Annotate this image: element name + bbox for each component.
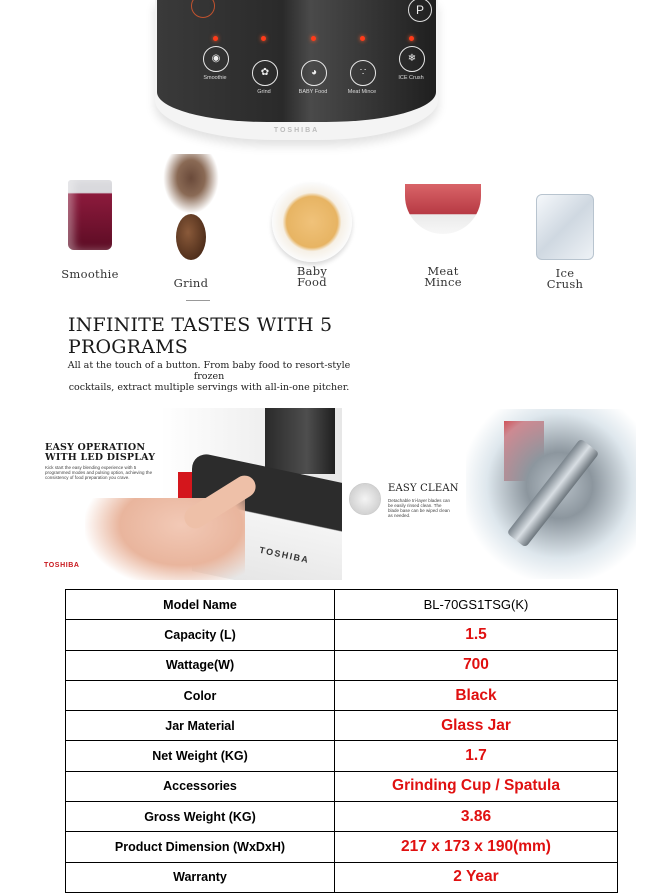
table-row: [66, 620, 618, 650]
spec-value: 217 x 173 x 190(mm): [335, 832, 618, 862]
spec-value: 1.5: [335, 620, 618, 650]
power-button: [191, 0, 215, 18]
control-label: Smoothie: [203, 75, 227, 81]
table-row: [66, 862, 618, 892]
program-ice-crush: [520, 150, 610, 290]
spec-label: Capacity (L): [66, 620, 335, 650]
program-label-line2: Food: [297, 275, 327, 289]
led-indicator: [261, 36, 266, 41]
headline-subtext: [54, 360, 364, 393]
led-indicator: [409, 36, 414, 41]
program-strip: [55, 150, 615, 300]
spec-label: Accessories: [66, 771, 335, 801]
program-label: Smoothie: [61, 267, 119, 281]
program-label-line1: Baby: [296, 264, 328, 278]
spec-value: Glass Jar: [335, 711, 618, 741]
spec-label: Color: [66, 680, 335, 710]
blender-control-panel-image: [155, 0, 438, 140]
divider: [186, 300, 210, 301]
control-label: Grind: [257, 89, 271, 95]
program-label-line1: Meat: [427, 264, 459, 278]
meat-mince-icon: ∵: [350, 60, 376, 86]
page-headline: [68, 314, 388, 358]
program-smoothie: [45, 150, 135, 280]
baby-food-bowl-image: [272, 182, 352, 262]
ice-cube-image: [536, 194, 594, 260]
grind-icon: ✿: [252, 60, 278, 86]
blade-cup-image: [349, 483, 381, 515]
led-indicator: [360, 36, 365, 41]
table-row: [66, 741, 618, 771]
table-row: [66, 711, 618, 741]
easy-clean-feature-image: [346, 403, 638, 583]
headline-line1: INFINITE TASTES WITH 5: [68, 314, 333, 336]
led-indicator: [213, 36, 218, 41]
headline-line2: PROGRAMS: [68, 336, 188, 358]
spec-value: 1.7: [335, 741, 618, 771]
appliance-brand: TOSHIBA: [258, 544, 311, 566]
led-indicator: [311, 36, 316, 41]
brand-logo: TOSHIBA: [44, 562, 80, 569]
subtext-line1: All at the touch of a button. From baby food to resort-style frozen: [67, 360, 351, 382]
minced-meat-bowl-image: [405, 184, 481, 234]
program-baby-food: [267, 150, 357, 288]
program-grind: [146, 150, 236, 289]
table-row: [66, 680, 618, 710]
program-meat-mince: [398, 150, 488, 288]
control-label: ICE Crush: [398, 75, 424, 81]
easy-operation-feature-image: [40, 408, 342, 580]
spec-value: 2 Year: [335, 862, 618, 892]
blender-jar: [265, 408, 335, 474]
program-label-line2: Mince: [424, 275, 462, 289]
spec-label: Gross Weight (KG): [66, 802, 335, 832]
feature-description: Kick start the easy blending experience with 5 programmed modes and pulsing option, achieving the consistency of food preparation you crave.: [45, 465, 153, 480]
table-row: [66, 650, 618, 680]
program-label: Grind: [173, 276, 209, 290]
program-label-line1: Ice: [555, 266, 575, 280]
spec-value: Black: [335, 680, 618, 710]
feature-title: [45, 443, 155, 463]
spec-value: 700: [335, 650, 618, 680]
coffee-powder-image: [163, 154, 219, 214]
feature-description: Detachable tri-layer blades can be easily rinsed clean. The blade base can be wiped clean as needed.: [388, 498, 451, 518]
pulse-button: P: [408, 0, 432, 22]
ice-crush-icon: ❄: [399, 46, 425, 72]
spec-value: BL-70GS1TSG(K): [335, 590, 618, 620]
smoothie-icon: ◉: [203, 46, 229, 72]
spec-label: Warranty: [66, 862, 335, 892]
feature-title-line1: EASY OPERATION: [45, 442, 146, 453]
spec-label: Product Dimension (WxDxH): [66, 832, 335, 862]
spec-value: 3.86: [335, 802, 618, 832]
table-row: [66, 802, 618, 832]
spec-label: Model Name: [66, 590, 335, 620]
baby-food-icon: ◕: [301, 60, 327, 86]
appliance-brand: TOSHIBA: [273, 127, 320, 134]
table-row: [66, 590, 618, 620]
control-panel: [157, 0, 436, 122]
control-label: Meat Mince: [347, 89, 377, 95]
subtext-line2: cocktails, extract multiple servings with all-in-one pitcher.: [68, 382, 350, 393]
table-row: [66, 771, 618, 801]
spec-label: Wattage(W): [66, 650, 335, 680]
coffee-bean-image: [176, 214, 206, 260]
program-label-line2: Crush: [546, 277, 584, 291]
smoothie-glass-image: [68, 180, 112, 250]
spec-value: Grinding Cup / Spatula: [335, 771, 618, 801]
table-row: [66, 832, 618, 862]
spec-label: Net Weight (KG): [66, 741, 335, 771]
spec-label: Jar Material: [66, 711, 335, 741]
feature-title-line2: WITH LED DISPLAY: [45, 452, 156, 463]
feature-title: EASY CLEAN: [388, 483, 459, 494]
spec-table: [65, 589, 618, 893]
control-label: BABY Food: [298, 89, 328, 95]
